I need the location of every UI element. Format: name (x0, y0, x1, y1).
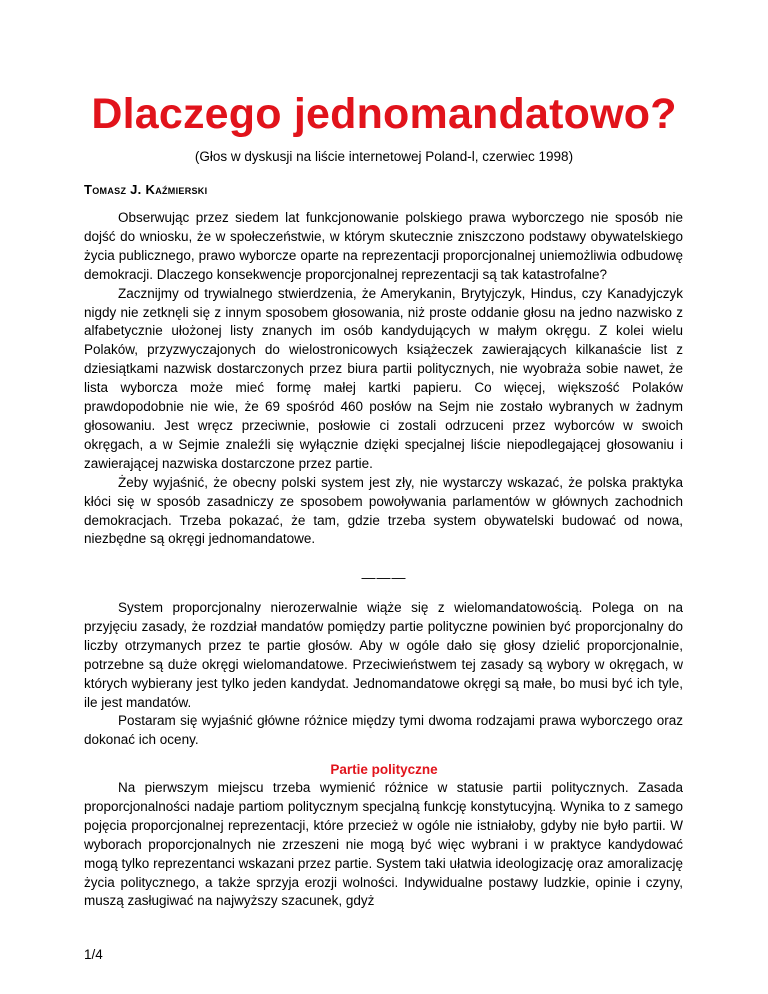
page-number: 1/4 (84, 947, 103, 962)
intro-paragraph: Obserwując przez siedem lat funkcjonowanie polskiego prawa wyborczego nie sposób nie dojść do wniosku, że w społeczeństwie, w którym skutecznie zniszczono podstawy obywatelskiego życia publicznego, prawo wyborcze oparte na reprezentacji proporcjonalnej uniemożliwia odbudowę demokracji. Dlaczego konsekwencje proporcjonalnej reprezentacji są tak katastrofalne? (84, 210, 683, 282)
intro-paragraph: Żeby wyjaśnić, że obecny polski system jest zły, nie wystarczy wskazać, że polska praktyka kłóci się w sposób zasadniczy ze sposobem powoływania parlamentów w głównych zachodnich demokracjach. Trzeba pokazać, że tam, gdzie trzeba system obywatelski budować od nowa, niezbędne są okręgi jednomandatowe. (84, 474, 683, 547)
intro-section (84, 209, 683, 549)
document-subtitle: (Głos w dyskusji na liście internetowej Poland-l, czerwiec 1998) (194, 149, 574, 164)
body-paragraph: System proporcjonalny nierozerwalnie wiąże się z wielomandatowością. Polega on na przyjęciu zasady, że rozdział mandatów pomiędzy partie polityczne powinien być proporcjonalny do liczby otrzymanych przez te partie głosów. Aby w ogóle dało się głosy dzielić proporcjonalnie, potrzebne są duże okręgi wielomandatowe. Przeciwieństwem tej zasady są wybory w okręgach, w których wybierany jest tylko jeden kandydat. Jednomandatowe okręgi są małe, bo musi być ich tyle, ile jest mandatów. (84, 600, 683, 710)
parties-section (84, 779, 683, 911)
second-section (84, 599, 683, 750)
section-separator: ——— (361, 569, 407, 585)
document-title: Dlaczego jednomandatowo? (91, 90, 677, 138)
body-paragraph: Na pierwszym miejscu trzeba wymienić różnice w statusie partii politycznych. Zasada proporcjonalności nadaje partiom politycznym specjalną funkcję konstytucyjną. Wynika to z samego pojęcia proporcjonalnej reprezentacji, które przecież w ogóle nie istniałoby, gdyby nie było partii. W wyborach proporcjonalnych nie zrzeszeni nie mogą być więc wybrani i w praktyce kandydować mogą tylko reprezentanci wskazani przez partie. System taki ułatwia ideologizację oraz amoralizację życia politycznego, a także sprzyja erozji wolności. Indywidualne postawy ludzkie, opinie i czyny, muszą zasługiwać na najwyższy szacunek, gdyż (84, 780, 683, 909)
section-heading-parties: Partie polityczne (330, 762, 438, 777)
author-name: Tomasz J. Kaźmierski (84, 182, 208, 197)
intro-paragraph: Zacznijmy od trywialnego stwierdzenia, że Amerykanin, Brytyjczyk, Hindus, czy Kanadyjczyk nigdy nie zetknęli się z innym sposobem głosowania, niż proste oddanie głosu na jedno nazwisko z alfabetycznie ułożonej listy znanych im osób kandydujących w małym okręgu. Z kolei wielu Polaków, przyzwyczajonych do wielostronicowych książeczek zawierających kilkanaście list z dziesiątkami nazwisk dostarczonych przez biura partii politycznych, nie wyobraża sobie nawet, że lista wyborcza może mieć formę małej kartki papieru. Co więcej, większość Polaków prawdopodobnie nie wie, że 69 spośród 460 posłów na Sejm nie zostało wybranych w żadnym głosowaniu. Jest wręcz przeciwnie, posłowie ci zostali odrzuceni przez wyborców w swoich okręgach, a w Sejmie znaleźli się wyłącznie dzięki specjalnej liście niepodlegającej głosowaniu i zawierającej nazwiska dostarczone przez partie. (84, 285, 683, 471)
body-paragraph: Postaram się wyjaśnić główne różnice między tymi dwoma rodzajami prawa wyborczego oraz dokonać ich oceny. (84, 713, 683, 748)
